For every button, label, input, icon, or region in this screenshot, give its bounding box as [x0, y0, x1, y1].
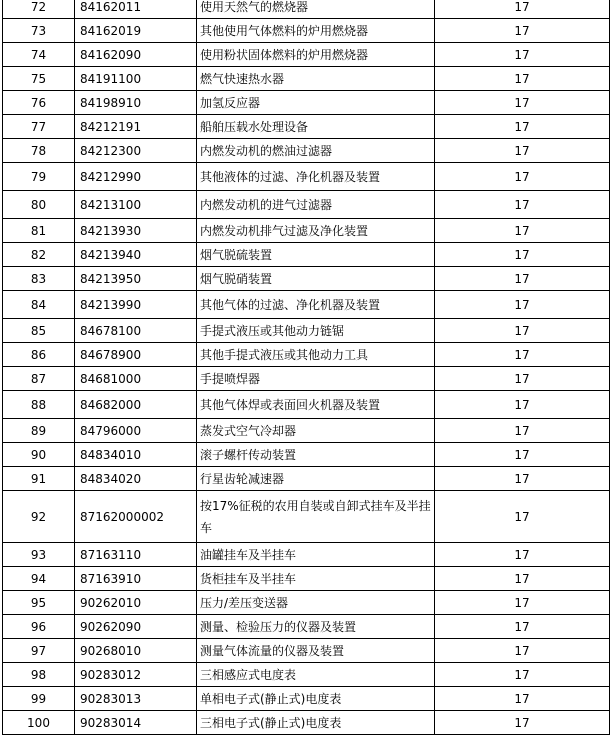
- tax-rate: 17: [435, 491, 610, 543]
- product-name: 测量、检验压力的仪器及装置: [197, 615, 435, 639]
- table-row: [3, 663, 610, 687]
- row-number: 78: [3, 139, 75, 163]
- product-name: 烟气脱硫装置: [197, 243, 435, 267]
- row-number: 100: [3, 711, 75, 735]
- table-row: [3, 711, 610, 735]
- tax-rate: 17: [435, 543, 610, 567]
- table-row: [3, 491, 610, 543]
- tariff-code: 84212191: [75, 115, 197, 139]
- tax-rate: 17: [435, 591, 610, 615]
- row-number: 77: [3, 115, 75, 139]
- tariff-code: 84678100: [75, 319, 197, 343]
- tax-rate: 17: [435, 0, 610, 19]
- tariff-code: 84191100: [75, 67, 197, 91]
- row-number: 79: [3, 163, 75, 191]
- table-row: [3, 219, 610, 243]
- tariff-code: 90283012: [75, 663, 197, 687]
- table-row: [3, 615, 610, 639]
- table-row: [3, 43, 610, 67]
- product-name: 燃气快速热水器: [197, 67, 435, 91]
- row-number: 90: [3, 443, 75, 467]
- tariff-code: 84682000: [75, 391, 197, 419]
- product-name: 按17%征税的农用自装或自卸式挂车及半挂车: [197, 491, 435, 543]
- product-name: 手提喷焊器: [197, 367, 435, 391]
- table-row: [3, 687, 610, 711]
- row-number: 73: [3, 19, 75, 43]
- tax-rate: 17: [435, 319, 610, 343]
- tariff-code: 90283013: [75, 687, 197, 711]
- table-row: [3, 443, 610, 467]
- row-number: 82: [3, 243, 75, 267]
- tax-rate: 17: [435, 615, 610, 639]
- product-name: 压力/差压变送器: [197, 591, 435, 615]
- tariff-code: 84213930: [75, 219, 197, 243]
- tax-rate: 17: [435, 43, 610, 67]
- tax-rate: 17: [435, 267, 610, 291]
- row-number: 99: [3, 687, 75, 711]
- tariff-code: 84212300: [75, 139, 197, 163]
- tariff-code: 84213990: [75, 291, 197, 319]
- product-name: 货柜挂车及半挂车: [197, 567, 435, 591]
- product-name: 内燃发动机的燃油过滤器: [197, 139, 435, 163]
- row-number: 80: [3, 191, 75, 219]
- table-row: [3, 0, 610, 19]
- table-body: [3, 0, 610, 735]
- product-name: 行星齿轮减速器: [197, 467, 435, 491]
- row-number: 74: [3, 43, 75, 67]
- row-number: 88: [3, 391, 75, 419]
- tax-rate: 17: [435, 163, 610, 191]
- row-number: 75: [3, 67, 75, 91]
- tariff-code: 84198910: [75, 91, 197, 115]
- row-number: 87: [3, 367, 75, 391]
- table-row: [3, 267, 610, 291]
- tariff-code: 90262090: [75, 615, 197, 639]
- tariff-code: 84162090: [75, 43, 197, 67]
- tariff-code: 87163110: [75, 543, 197, 567]
- tax-rate: 17: [435, 567, 610, 591]
- tax-rate: 17: [435, 291, 610, 319]
- product-name: 单相电子式(静止式)电度表: [197, 687, 435, 711]
- table-row: [3, 115, 610, 139]
- tariff-code: 84162011: [75, 0, 197, 19]
- product-name: 其他气体的过滤、净化机器及装置: [197, 291, 435, 319]
- row-number: 72: [3, 0, 75, 19]
- product-name: 其他液体的过滤、净化机器及装置: [197, 163, 435, 191]
- row-number: 81: [3, 219, 75, 243]
- tariff-table: [2, 0, 610, 735]
- tariff-code: 90262010: [75, 591, 197, 615]
- tax-rate: 17: [435, 115, 610, 139]
- tax-rate: 17: [435, 663, 610, 687]
- table-row: [3, 639, 610, 663]
- tax-rate: 17: [435, 419, 610, 443]
- table-row: [3, 567, 610, 591]
- tariff-code: 84213950: [75, 267, 197, 291]
- table-row: [3, 591, 610, 615]
- row-number: 98: [3, 663, 75, 687]
- table-row: [3, 139, 610, 163]
- table-row: [3, 291, 610, 319]
- row-number: 92: [3, 491, 75, 543]
- product-name: 油罐挂车及半挂车: [197, 543, 435, 567]
- product-name: 其他使用气体燃料的炉用燃烧器: [197, 19, 435, 43]
- tax-rate: 17: [435, 191, 610, 219]
- tariff-code: 84834010: [75, 443, 197, 467]
- tax-rate: 17: [435, 243, 610, 267]
- tax-rate: 17: [435, 219, 610, 243]
- tax-rate: 17: [435, 19, 610, 43]
- table-row: [3, 19, 610, 43]
- tariff-code: 84834020: [75, 467, 197, 491]
- tariff-code: 87163910: [75, 567, 197, 591]
- product-name: 滚子螺杆传动装置: [197, 443, 435, 467]
- row-number: 86: [3, 343, 75, 367]
- product-name: 加氢反应器: [197, 91, 435, 115]
- row-number: 93: [3, 543, 75, 567]
- product-name: 蒸发式空气冷却器: [197, 419, 435, 443]
- product-name: 烟气脱硝装置: [197, 267, 435, 291]
- table-row: [3, 319, 610, 343]
- tax-rate: 17: [435, 687, 610, 711]
- tariff-code: 87162000002: [75, 491, 197, 543]
- table-row: [3, 391, 610, 419]
- row-number: 91: [3, 467, 75, 491]
- table-row: [3, 91, 610, 115]
- product-name: 三相电子式(静止式)电度表: [197, 711, 435, 735]
- tariff-code: 84213940: [75, 243, 197, 267]
- row-number: 96: [3, 615, 75, 639]
- tax-rate: 17: [435, 91, 610, 115]
- product-name: 三相感应式电度表: [197, 663, 435, 687]
- product-name: 使用天然气的燃烧器: [197, 0, 435, 19]
- tax-rate: 17: [435, 367, 610, 391]
- tariff-code: 90283014: [75, 711, 197, 735]
- row-number: 84: [3, 291, 75, 319]
- tariff-code: 84796000: [75, 419, 197, 443]
- tax-rate: 17: [435, 139, 610, 163]
- table-row: [3, 467, 610, 491]
- product-name: 测量气体流量的仪器及装置: [197, 639, 435, 663]
- table-row: [3, 343, 610, 367]
- row-number: 89: [3, 419, 75, 443]
- tax-rate: 17: [435, 67, 610, 91]
- product-name: 手提式液压或其他动力链锯: [197, 319, 435, 343]
- product-name: 其他手提式液压或其他动力工具: [197, 343, 435, 367]
- row-number: 97: [3, 639, 75, 663]
- tax-rate: 17: [435, 343, 610, 367]
- row-number: 94: [3, 567, 75, 591]
- product-name: 内燃发动机的进气过滤器: [197, 191, 435, 219]
- tariff-code: 84678900: [75, 343, 197, 367]
- tariff-code: 84212990: [75, 163, 197, 191]
- tariff-code: 84681000: [75, 367, 197, 391]
- table-row: [3, 191, 610, 219]
- tariff-code: 90268010: [75, 639, 197, 663]
- tax-rate: 17: [435, 639, 610, 663]
- table-row: [3, 543, 610, 567]
- tax-rate: 17: [435, 711, 610, 735]
- tax-rate: 17: [435, 391, 610, 419]
- tariff-code: 84162019: [75, 19, 197, 43]
- row-number: 95: [3, 591, 75, 615]
- row-number: 83: [3, 267, 75, 291]
- tax-rate: 17: [435, 467, 610, 491]
- table-row: [3, 67, 610, 91]
- table-row: [3, 367, 610, 391]
- product-name: 使用粉状固体燃料的炉用燃烧器: [197, 43, 435, 67]
- product-name: 内燃发动机排气过滤及净化装置: [197, 219, 435, 243]
- row-number: 76: [3, 91, 75, 115]
- row-number: 85: [3, 319, 75, 343]
- table-row: [3, 163, 610, 191]
- product-name: 船舶压载水处理设备: [197, 115, 435, 139]
- table-row: [3, 419, 610, 443]
- tax-rate: 17: [435, 443, 610, 467]
- product-name: 其他气体焊或表面回火机器及装置: [197, 391, 435, 419]
- table-row: [3, 243, 610, 267]
- tariff-code: 84213100: [75, 191, 197, 219]
